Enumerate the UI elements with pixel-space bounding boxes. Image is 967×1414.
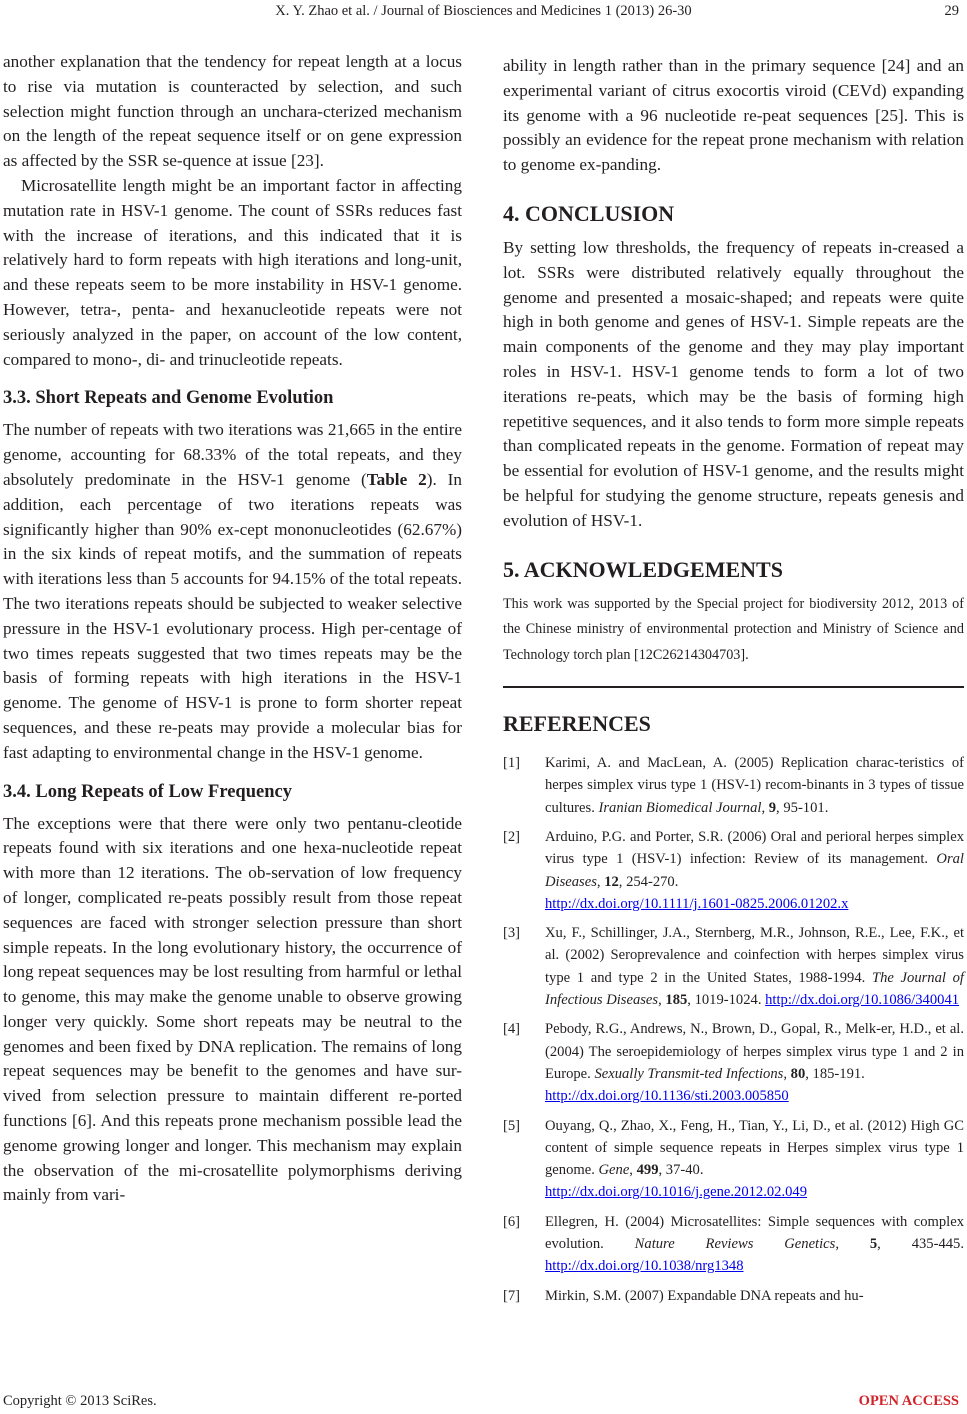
paragraph: The exceptions were that there were only two pentanu-cleotide repeats found with six iterations and one hexa-nucleotide repeat with more than 12 iterations. The ob-servation of low frequency of longer, complicated re-peats possibly result from those repeat sequences are faced with stronger selection pressure than short simple repeats. In the long evolutionary history, the occurrence of long repeat sequences may be lost resulting from harmful or lethal to genome, this may make the genome unable to observe growing longer very quickly. Some short repeats may be neutral to the genomes and been fixed by DNA replication. The remains of long repeat sequences may be benefit to the genomes and have sur-vived from selection pressure to maintain different re-ported functions [6]. And this repeats prone mechanism possible lead the genome growing longer and longer. This mechanism may explain the observation of the mi-crosatellite polymorphisms deriving mainly from vari- [3, 813, 462, 1205]
section-heading-3-4: 3.4. Long Repeats of Low Frequency [3, 781, 292, 802]
page-number: 29 [944, 3, 959, 19]
reference-authors-title: Pebody, R.G., Andrews, N., Brown, D., Gopal, R., Melk-er, H.D., et al. (2004) The seroepidemiology of herpes simplex virus type 1 and 2 in Europe. [545, 1021, 964, 1082]
reference-item [503, 1115, 964, 1204]
divider [503, 686, 964, 688]
reference-item [503, 1211, 964, 1278]
reference-journal: Iranian Biomedical Journal [598, 799, 762, 816]
section-heading-conclusion: 4. CONCLUSION [503, 200, 675, 226]
acknowledgement-text: This work was supported by the Special project for biodiversity 2012, 2013 of the Chinese ministry of environmental protection and Ministry of Science and Technology torch plan [12C26214304703]. [503, 595, 964, 663]
paragraph [3, 418, 462, 765]
reference-journal: Oral Diseases [545, 851, 964, 890]
reference-item [503, 1018, 964, 1107]
paragraph: Microsatellite length might be an important factor in affecting mutation rate in HSV-1 genome. The count of SSRs reduces fast with the increase of iterations, and this indicated that it is relatively hard to form repeats with high iterations and long-unit, and these repeats seem to be more instability in HSV-1 genome. However, tetra-, penta- and hexanucleotide repeats were not seriously analyzed in the paper, on account of the low content, compared to mono-, di- and trinucleotide repeats. [3, 175, 462, 369]
section-heading-3-3: 3.3. Short Repeats and Genome Evolution [3, 388, 334, 409]
reference-doi-link[interactable]: http://dx.doi.org/10.1086/340041 [765, 992, 960, 1009]
reference-authors-title: Ellegren, H. (2004) Microsatellites: Simple sequences with complex evolution. [545, 1213, 964, 1252]
section-heading-acknowledgements: 5. ACKNOWLEDGEMENTS [503, 556, 783, 582]
reference-item [503, 922, 964, 1011]
reference-doi-link[interactable]: http://dx.doi.org/10.1136/sti.2003.005850 [545, 1088, 789, 1105]
reference-pages: , 1019-1024. [687, 992, 766, 1009]
reference-text: Ouyang, Q., Zhao, X., Feng, H., Tian, Y., Li, D., et al. (2012) High GC content of simple sequence repeats in Herpes simplex virus type 1 genome. Gene, 499, 37-40. http://dx.doi.org/10.1016/j.gene.2012.02.049 [545, 1117, 964, 1201]
running-header [0, 3, 967, 25]
reference-number: [2] [503, 828, 521, 845]
reference-number: [5] [503, 1117, 521, 1134]
reference-pages: , 37-40. [658, 1162, 704, 1179]
reference-number: [7] [503, 1287, 521, 1304]
table-reference: Table 2 [366, 469, 427, 489]
reference-item [503, 826, 964, 915]
reference-volume: 185 [665, 992, 688, 1009]
reference-journal: Gene [598, 1162, 630, 1179]
reference-text: Karimi, A. and MacLean, A. (2005) Replication charac-teristics of herpes simplex virus type 1 (HSV-1) recom-binants in 3 types of tissue cultures. Iranian Biomedical Journal, 9, 95-101. [545, 755, 964, 816]
paragraph: By setting low thresholds, the frequency of repeats in-creased a lot. SSRs were distributed relatively equally throughout the genome and presented a mosaic-shaped; and repeats were quite high in both genome and genes of HSV-1. Simple repeats are the main components of the genome and they may play important roles in HSV-1. HSV-1 genome tends to form a lot of two iterations re-peats, which may be the basis of forming high repetitive sequences, and it also tends to form more simple repeats than complicated repeats in the genome. Formation of repeat may be essential for evolution of HSV-1 genome, and the results might be helpful for studying the genome structure, repeats genesis and evolution of HSV-1. [503, 237, 964, 530]
right-column [503, 54, 964, 1314]
open-access-label: OPEN ACCESS [858, 1393, 959, 1409]
reference-volume: 5 [869, 1235, 878, 1252]
reference-number: [4] [503, 1021, 521, 1038]
reference-authors-title: Mirkin, S.M. (2007) Expandable DNA repeats and hu- [545, 1287, 864, 1304]
reference-volume: 499 [636, 1162, 659, 1179]
reference-volume: 12 [604, 873, 619, 890]
reference-pages: , 435-445. [877, 1235, 964, 1252]
reference-authors-title: Arduino, P.G. and Porter, S.R. (2006) Oral and perioral herpes simplex virus type 1 (HSV-1) infection: Review of its management. [545, 828, 964, 868]
reference-item [503, 1285, 964, 1307]
reference-text: Pebody, R.G., Andrews, N., Brown, D., Gopal, R., Melk-er, H.D., et al. (2004) The seroepidemiology of herpes simplex virus type 1 and 2 in Europe. Sexually Transmit-ted Infections, 80, 185-191. http://dx.doi.org/10.1136/sti.2003.005850 [545, 1021, 964, 1105]
reference-journal: Sexually Transmit-ted Infections [594, 1065, 784, 1082]
reference-doi-link[interactable]: http://dx.doi.org/10.1111/j.1601-0825.2006.01202.x [545, 895, 849, 912]
left-column [3, 50, 462, 1208]
reference-pages: , 95-101. [776, 799, 829, 816]
references-heading: REFERENCES [503, 711, 651, 737]
reference-list [503, 752, 964, 1307]
reference-authors-title: Xu, F., Schillinger, J.A., Sternberg, M.R., Johnson, R.E., Lee, F.K., et al. (2002) Seroprevalence and coinfection with herpes simplex virus type 1 and type 2 in the United States, 1988-1994. [545, 925, 964, 986]
paragraph-text: ). In addition, each percentage of two iterations repeats was significantly higher than 90% ex-cept mononucleotides (62.67%) in the six kinds of repeat motifs, and the summation of repeats with iterations less than 5 accounts for 94.15% of the total repeats. The two iterations repeats should be subjected to weaker selective pressure in the HSV-1 evolutionary process. High per-centage of two times repeats suggested that two times repeats may be the basis of forming repeats with high iterations in the HSV-1 genome. The genome of HSV-1 is prone to form shorter repeat sequences, and these re-peats may provide a molecular bias for fast adapting to environmental change in the HSV-1 genome. [3, 469, 462, 762]
reference-pages: , 254-270. [618, 873, 679, 890]
reference-text: Arduino, P.G. and Porter, S.R. (2006) Oral and perioral herpes simplex virus type 1 (HSV-1) infection: Review of its management. Oral Diseases, 12, 254-270. http://dx.doi.org/10.1111/j.1601-0825.2006.01202.x [545, 828, 964, 912]
reference-number: [3] [503, 925, 521, 942]
reference-text: Ellegren, H. (2004) Microsatellites: Simple sequences with complex evolution. Nature Reviews Genetics, 5, 435-445. http://dx.doi.org/10.1038/nrg1348 [545, 1213, 964, 1275]
reference-text: Xu, F., Schillinger, J.A., Sternberg, M.R., Johnson, R.E., Lee, F.K., et al. (2002) Seroprevalence and coinfection with herpes simplex virus type 1 and type 2 in the United States, 1988-1994. The Journal of Infectious Diseases, 185, 1019-1024. http://dx.doi.org/10.1086/340041 [545, 925, 964, 1009]
reference-number: [6] [503, 1213, 521, 1230]
paragraph: another explanation that the tendency for repeat length at a locus to rise via mutation is counteracted by selection, and such selection might function through an unchara-cterized mechanism on the length of the repeat sequence itself or on gene expression as affected by the SSR se-quence at issue [23]. [3, 52, 462, 171]
reference-pages: , 185-191. [805, 1065, 865, 1082]
reference-item [503, 752, 964, 819]
running-title: X. Y. Zhao et al. / Journal of Biosciences and Medicines 1 (2013) 26-30 [275, 3, 692, 19]
paragraph: ability in length rather than in the primary sequence [24] and an experimental variant of citrus exocortis viroid (CEVd) expanding its genome with a 96 nucleotide re-peat sequences [25]. This is possibly an evidence for the repeat prone mechanism with relation to genome ex-panding. [503, 56, 964, 175]
reference-doi-link[interactable]: http://dx.doi.org/10.1038/nrg1348 [545, 1258, 744, 1275]
copyright-notice: Copyright © 2013 SciRes. [3, 1393, 157, 1409]
reference-authors-title: Ouyang, Q., Zhao, X., Feng, H., Tian, Y., Li, D., et al. (2012) High GC content of simple sequence repeats in Herpes simplex virus type 1 genome. [545, 1117, 964, 1179]
paragraph-text: The number of repeats with two iterations was 21,665 in the entire genome, accounting for 68.33% of the total repeats, and they absolutely predominate in the HSV-1 genome ( [3, 420, 462, 489]
reference-text [545, 1285, 964, 1307]
reference-volume: 9 [768, 799, 777, 816]
reference-journal: The Journal of Infectious Diseases [545, 969, 964, 1009]
reference-authors-title: Karimi, A. and MacLean, A. (2005) Replication charac-teristics of herpes simplex virus type 1 (HSV-1) recom-binants in 3 types of tissue cultures. [545, 755, 964, 816]
reference-volume: 80 [790, 1065, 806, 1082]
reference-number: [1] [503, 755, 521, 772]
reference-doi-link[interactable]: http://dx.doi.org/10.1016/j.gene.2012.02.049 [545, 1184, 808, 1201]
reference-journal: Nature Reviews Genetics [634, 1235, 836, 1252]
